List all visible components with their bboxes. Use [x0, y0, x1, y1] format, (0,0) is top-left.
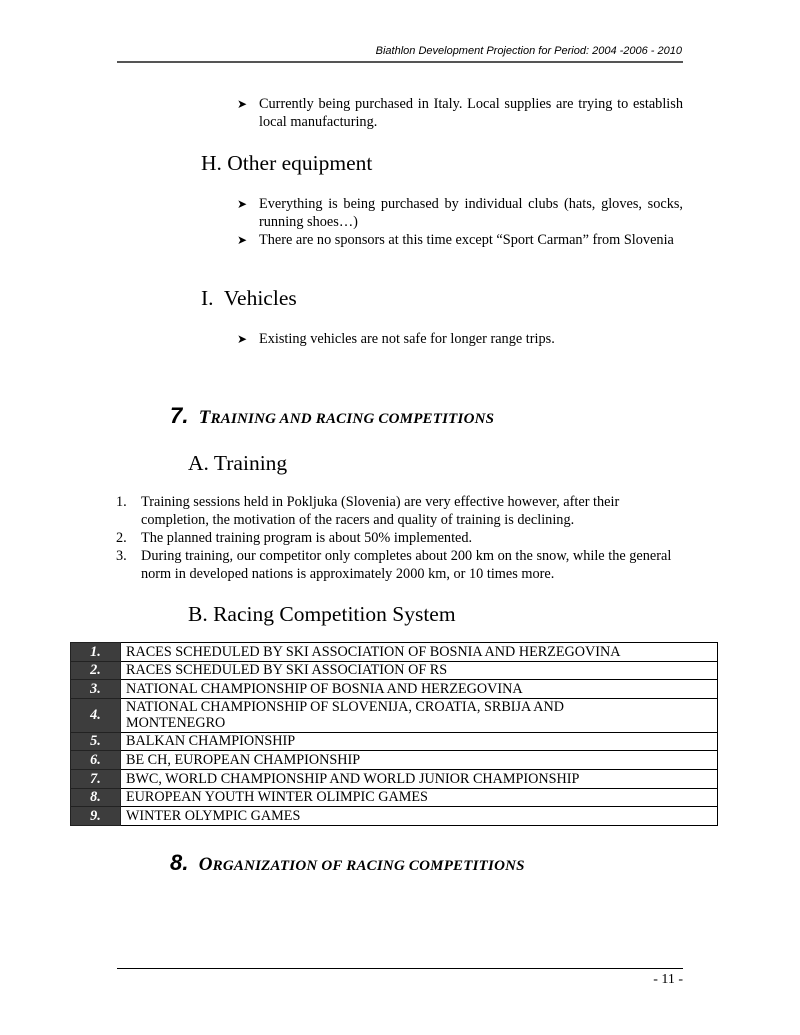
table-row: [71, 643, 718, 662]
table-row: [71, 788, 718, 807]
row-number: 3.: [71, 680, 121, 699]
row-text: NATIONAL CHAMPIONSHIP OF SLOVENIJA, CROATIA, SRBIJA AND MONTENEGRO: [121, 698, 718, 732]
table-row: [71, 698, 718, 732]
table-row: [71, 732, 718, 751]
list-item: 3. During training, our competitor only completes about 200 km on the snow, while the general norm in developed nations is approximately 2000 km, or 10 times more.: [116, 548, 672, 582]
bullet-item: [237, 231, 683, 249]
training-list: [116, 493, 684, 583]
row-number: 9.: [71, 807, 121, 826]
row-number: 8.: [71, 788, 121, 807]
row-number: 6.: [71, 751, 121, 770]
row-number: 7.: [71, 769, 121, 788]
row-text: BALKAN CHAMPIONSHIP: [121, 732, 718, 751]
bullet-text: There are no sponsors at this time except “Sport Carman” from Slovenia: [259, 232, 674, 248]
row-text: WINTER OLYMPIC GAMES: [121, 807, 718, 826]
arrow-bullet-icon: ➤: [237, 332, 248, 346]
arrow-bullet-icon: ➤: [237, 97, 248, 111]
section-heading-organization: 8. ORGANIZATION OF RACING COMPETITIONS: [170, 850, 525, 875]
subsection-heading-racing-competition-system: B. Racing Competition System: [188, 602, 456, 626]
footer-rule: [117, 968, 683, 969]
section-number: 8.: [170, 850, 189, 875]
bullet-item: [237, 330, 683, 348]
racing-competition-table: [70, 642, 718, 826]
table-row: [71, 807, 718, 826]
table-row: [71, 769, 718, 788]
subsection-heading-training: A. Training: [188, 451, 288, 475]
row-number: 4.: [71, 698, 121, 732]
row-text: RACES SCHEDULED BY SKI ASSOCIATION OF RS: [121, 661, 718, 680]
table-row: [71, 751, 718, 770]
bullet-text: Currently being purchased in Italy. Local supplies are trying to establish local manufacturing.: [259, 96, 683, 130]
section-heading-training-and-racing: 7. TRAINING AND RACING COMPETITIONS: [170, 403, 495, 428]
row-text: BE CH, EUROPEAN CHAMPIONSHIP: [121, 751, 718, 770]
arrow-bullet-icon: ➤: [237, 197, 248, 211]
bullet-item: [237, 95, 683, 131]
page-number: - 11 -: [653, 972, 683, 987]
row-text: EUROPEAN YOUTH WINTER OLIMPIC GAMES: [121, 788, 718, 807]
row-number: 2.: [71, 661, 121, 680]
running-header-title: Biathlon Development Projection for Period: 2004 -2006 - 2010: [375, 45, 682, 57]
table-row: [71, 680, 718, 699]
row-number: 5.: [71, 732, 121, 751]
subsection-heading-other-equipment: H. Other equipment: [201, 151, 373, 175]
row-text: RACES SCHEDULED BY SKI ASSOCIATION OF BOSNIA AND HERZEGOVINA: [121, 643, 718, 662]
table-row: [71, 661, 718, 680]
section-number: 7.: [170, 403, 189, 428]
list-item: 1. Training sessions held in Pokljuka (Slovenia) are very effective however, after their completion, the motivation of the racers and quality of training is declining.: [116, 494, 620, 528]
row-text: BWC, WORLD CHAMPIONSHIP AND WORLD JUNIOR CHAMPIONSHIP: [121, 769, 718, 788]
row-number: 1.: [71, 643, 121, 662]
header-rule: [117, 61, 683, 63]
arrow-bullet-icon: ➤: [237, 233, 248, 247]
list-item: 2. The planned training program is about 50% implemented.: [116, 530, 473, 546]
row-text: NATIONAL CHAMPIONSHIP OF BOSNIA AND HERZEGOVINA: [121, 680, 718, 699]
bullet-text: Existing vehicles are not safe for longer range trips.: [259, 331, 555, 347]
bullet-text: Everything is being purchased by individual clubs (hats, gloves, socks, running shoes…): [259, 196, 683, 230]
bullet-item: [237, 195, 683, 231]
subsection-heading-vehicles: I. Vehicles: [201, 286, 297, 310]
